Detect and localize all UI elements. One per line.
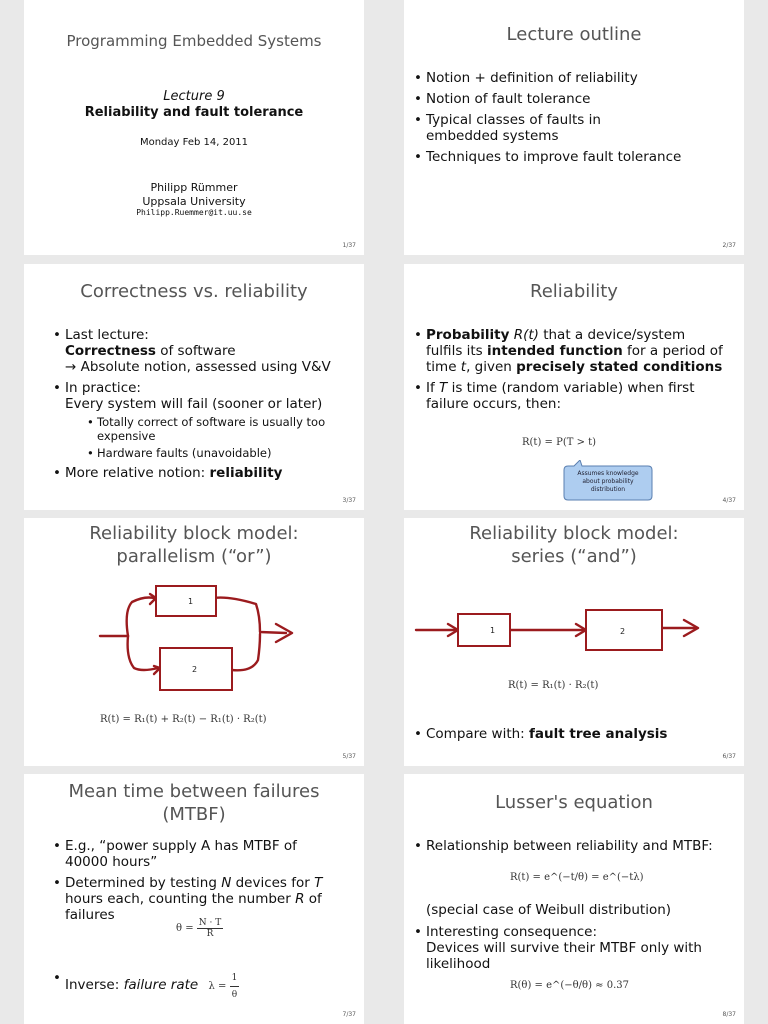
slide-title: Reliability block model: series (“and”) [469,523,679,567]
slide-title: Reliability [530,281,618,302]
slide-7 [24,774,364,1024]
slide-title: Mean time between failures (MTBF) [68,781,320,825]
list-item: • More relative notion: reliability [53,465,358,481]
series-block-diagram [404,600,744,680]
list-item: • Typical classes of faults in embedded systems [414,112,636,144]
slide-number: 6/37 [722,753,736,760]
list-item: • Probability R(t) that a device/system fulfils its intended function for a period of time t, given precisely stated conditions [414,327,724,375]
lecture-number: Lecture 9 [163,89,225,104]
slide-title: Lusser's equation [495,792,653,813]
slide-title: Reliability block model: parallelism (“or”) [89,523,299,567]
slide-title: Correctness vs. reliability [80,281,308,302]
list-item: • E.g., “power supply A has MTBF of 40000 hours” [53,838,315,870]
parallel-block-diagram [24,576,364,696]
series-formula: R(t) = R₁(t) · R₂(t) [508,680,599,691]
list-item: • Notion + definition of reliability [414,70,736,86]
block-1-label: 1 [490,626,496,635]
slide-number: 8/37 [722,1011,736,1018]
lusser-formula: R(t) = e^(−t/θ) = e^(−tλ) [510,872,644,883]
weibull-note: (special case of Weibull distribution) [426,902,672,918]
lecture-topic: Reliability and fault tolerance [84,105,304,120]
list-item: • Techniques to improve fault tolerance [414,149,736,165]
bullet-list [53,838,354,928]
lecture-date: Monday Feb 14, 2011 [139,137,249,148]
block-1 [156,586,216,616]
list-item: • Notion of fault tolerance [414,91,736,107]
slide-number: 4/37 [722,497,736,504]
author-name: Philipp Rümmer [150,181,238,194]
slide-6 [404,518,744,766]
bullet-list [414,838,724,859]
slide-number: 7/37 [342,1011,356,1018]
bullet-list [414,327,724,417]
mtbf-formula: θ = $\frac{N \cdot T}{R}$ [176,918,222,939]
slide-3 [24,264,364,510]
slide-number: 2/37 [722,242,736,249]
sub-item: • Totally correct of software is usually too expensive [87,415,358,443]
list-item: • Inverse: failure rate λ = $\frac{1}{\theta}$ [53,970,354,1003]
bullet-list [53,327,358,486]
slide-1 [24,0,364,255]
slide-number: 1/37 [342,242,356,249]
block-1-label: 1 [188,597,194,606]
course-title: Programming Embedded Systems [66,32,322,50]
list-item: • Last lecture: Correctness of software → Absolute notion, assessed using V&V [53,327,358,375]
slide-number: 3/37 [342,497,356,504]
slide-4 [404,264,744,510]
slide-8 [404,774,744,1024]
callout-text: Assumes knowledge about probability distribution [577,470,639,493]
bullet-list [414,726,736,747]
survival-formula: R(θ) = e^(−θ/θ) ≈ 0.37 [510,980,629,991]
outline-list [414,70,736,170]
sub-list [87,415,358,460]
list-item: • In practice: Every system will fail (sooner or later) • Totally correct of software is usually too expensive • Hardware faults (unavoidable) [53,380,358,460]
slide-title: Lecture outline [506,24,642,45]
sub-item: • Hardware faults (unavoidable) [87,446,358,460]
block-1 [458,614,510,646]
slide-number: 5/37 [342,753,356,760]
list-item: • If T is time (random variable) when first failure occurs, then: [414,380,724,412]
bullet-list-2 [53,970,354,1008]
author-email: Philipp.Ruemmer@it.uu.se [136,208,252,217]
slide-5 [24,518,364,766]
bullet-list-2 [414,924,724,977]
list-item: • Relationship between reliability and MTBF: [414,838,724,854]
list-item: • Interesting consequence: Devices will survive their MTBF only with likelihood [414,924,724,972]
block-2-label: 2 [620,627,626,636]
block-2-label: 2 [192,665,198,674]
university: Uppsala University [142,195,246,208]
list-item: • Determined by testing N devices for T hours each, counting the number R of failures [53,875,355,923]
reliability-formula: R(t) = P(T > t) [522,437,597,448]
slide-2 [404,0,744,255]
parallel-formula: R(t) = R₁(t) + R₂(t) − R₁(t) · R₂(t) [100,714,267,725]
list-item: • Compare with: fault tree analysis [414,726,736,742]
